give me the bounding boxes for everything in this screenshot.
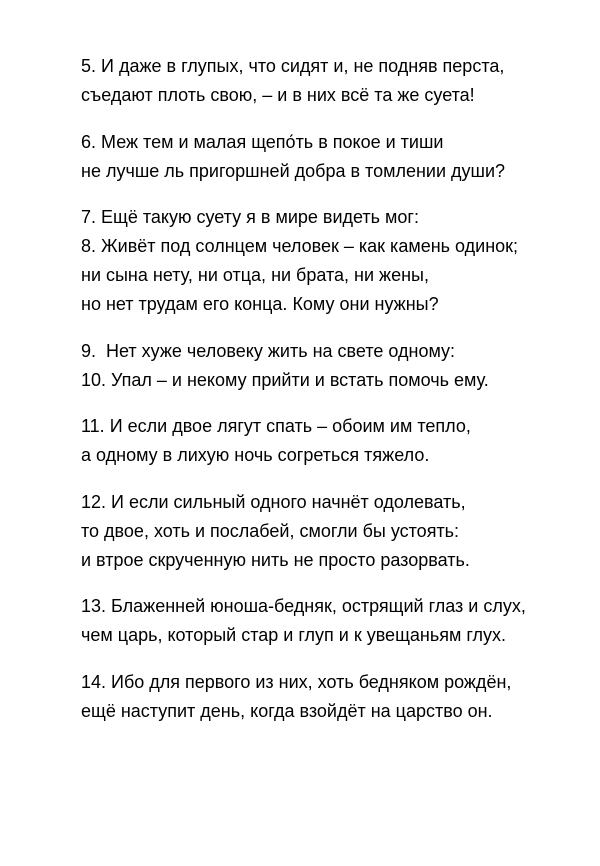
stanza-6 — [81, 128, 581, 186]
stanza-7-8 — [81, 203, 581, 319]
verse-line: съедают плоть свою, – и в них всё та же суета! — [81, 85, 475, 105]
verse-line: 8. Живёт под солнцем человек – как камень одинок; — [81, 236, 519, 256]
verse-line: не лучше ль пригоршней добра в томлении души? — [81, 160, 506, 181]
stanza-13 — [81, 592, 581, 650]
verse-line: 6. Меж тем и малая щепо́ть в покое и тиши — [81, 131, 444, 152]
stanza-14 — [81, 668, 581, 726]
stanza-5 — [81, 52, 581, 110]
stanza-9-10 — [81, 337, 581, 395]
verse-line: ни сына нету, ни отца, ни брата, ни жены, — [81, 265, 429, 285]
stanza-11 — [81, 412, 581, 470]
verse-line: чем царь, который стар и глуп и к увещаньям глух. — [81, 625, 507, 645]
verse-line: 7. Ещё такую суету я в мире видеть мог: — [81, 207, 420, 227]
verse-line: 13. Блаженней юноша-бедняк, острящий глаз и слух, — [81, 596, 526, 616]
verse-line: но нет трудам его конца. Кому они нужны? — [81, 294, 439, 314]
verse-text — [81, 52, 581, 726]
verse-line: 11. И если двое лягут спать – обоим им тепло, — [81, 416, 471, 436]
verse-line: 5. И даже в глупых, что сидят и, не подняв перста, — [81, 56, 505, 76]
verse-line: 14. Ибо для первого из них, хоть бедняком рождён, — [81, 671, 512, 692]
verse-line: и втрое скрученную нить не просто разорвать. — [81, 549, 470, 570]
verse-line: ещё наступит день, когда взойдёт на царство он. — [81, 700, 493, 721]
verse-line: 9. Нет хуже человеку жить на свете одному: — [81, 340, 456, 361]
verse-line: то двое, хоть и послабей, смогли бы устоять: — [81, 520, 460, 541]
verse-line: 10. Упал – и некому прийти и встать помочь ему. — [81, 369, 489, 390]
verse-line: 12. И если сильный одного начнёт одолевать, — [81, 491, 466, 512]
stanza-12 — [81, 488, 581, 575]
verse-line: а одному в лихую ночь согреться тяжело. — [81, 445, 430, 465]
